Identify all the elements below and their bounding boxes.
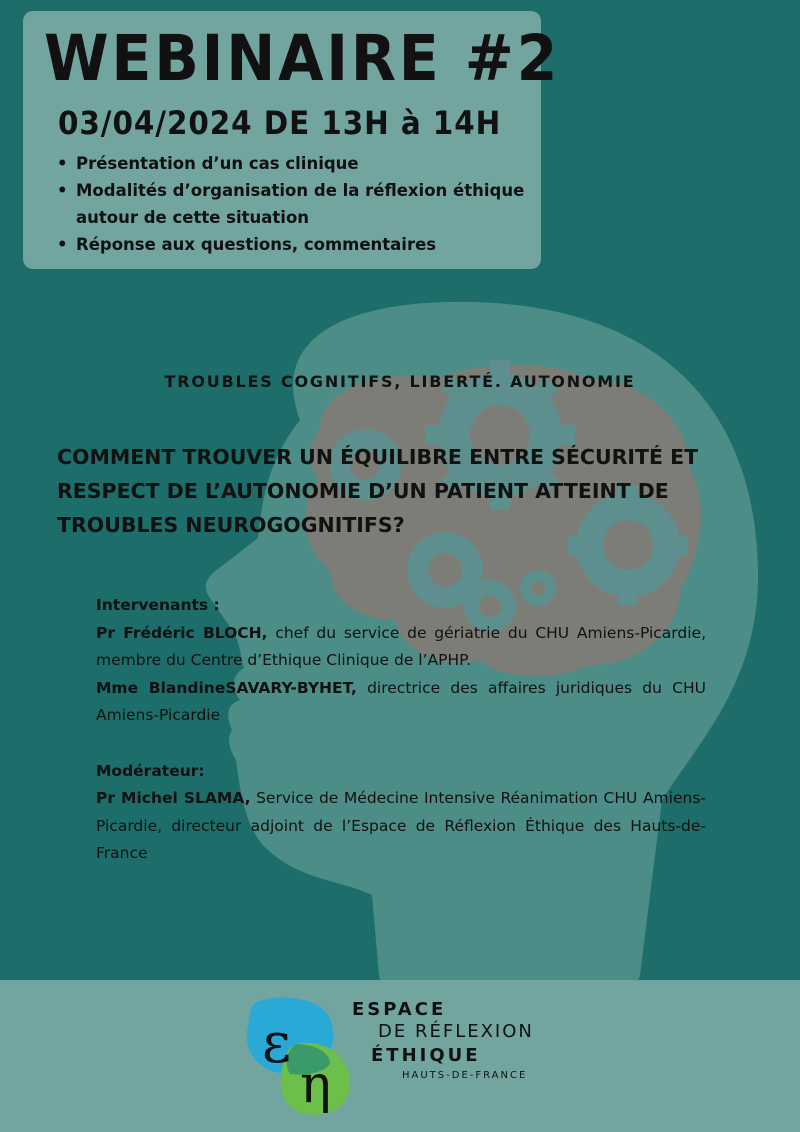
speaker-name: Pr Frédéric BLOCH,	[96, 623, 268, 642]
speaker-name: Mme BlandineSAVARY-BYHET,	[96, 678, 357, 697]
speaker-entry	[96, 620, 706, 675]
logo-eta: η	[300, 1055, 332, 1115]
speakers-section	[96, 592, 706, 868]
agenda-list	[55, 150, 535, 258]
speaker-entry	[96, 675, 706, 730]
moderator-label: Modérateur:	[96, 761, 205, 780]
speaker-role: directrice des affaires juridiques du CHU Amiens-Picardie	[96, 678, 707, 724]
org-name-line2: DE RÉFLEXION	[378, 1021, 534, 1042]
main-question: COMMENT TROUVER UN ÉQUILIBRE ENTRE SÉCURITÉ ET RESPECT DE L’AUTONOMIE D’UN PATIENT ATTEINT DE TROUBLES NEUROGOGNITIFS?	[57, 445, 699, 537]
moderator-entry	[96, 785, 706, 868]
moderator-role: Service de Médecine Intensive Réanimation CHU Amiens-Picardie, directeur adjoint de l’Espace de Réflexion Éthique des Hauts-de-France	[96, 789, 706, 862]
webinar-date: 03/04/2024 DE 13H à 14H	[58, 104, 502, 142]
org-region: HAUTS-DE-FRANCE	[402, 1070, 528, 1081]
speakers-label: Intervenants :	[96, 596, 220, 614]
ere-logo-icon	[244, 994, 354, 1118]
org-name-line3: ÉTHIQUE	[371, 1045, 481, 1066]
agenda-item: • Modalités d’organisation de la réflexion éthique autour de cette situation	[55, 177, 535, 231]
agenda-item: • Présentation d’un cas clinique	[55, 150, 535, 177]
speaker-role: chef du service de gériatrie du CHU Amiens-Picardie, membre du Centre d’Ethique Clinique de l’APHP.	[96, 623, 706, 669]
logo-epsilon: ε	[262, 1011, 292, 1076]
agenda-item: • Réponse aux questions, commentaires	[55, 231, 535, 258]
org-name-line1: ESPACE	[352, 999, 447, 1020]
webinar-title: WEBINAIRE #2	[44, 22, 561, 95]
topic-heading: TROUBLES COGNITIFS, LIBERTÉ. AUTONOMIE	[164, 372, 636, 391]
moderator-name: Pr Michel SLAMA,	[96, 789, 251, 807]
